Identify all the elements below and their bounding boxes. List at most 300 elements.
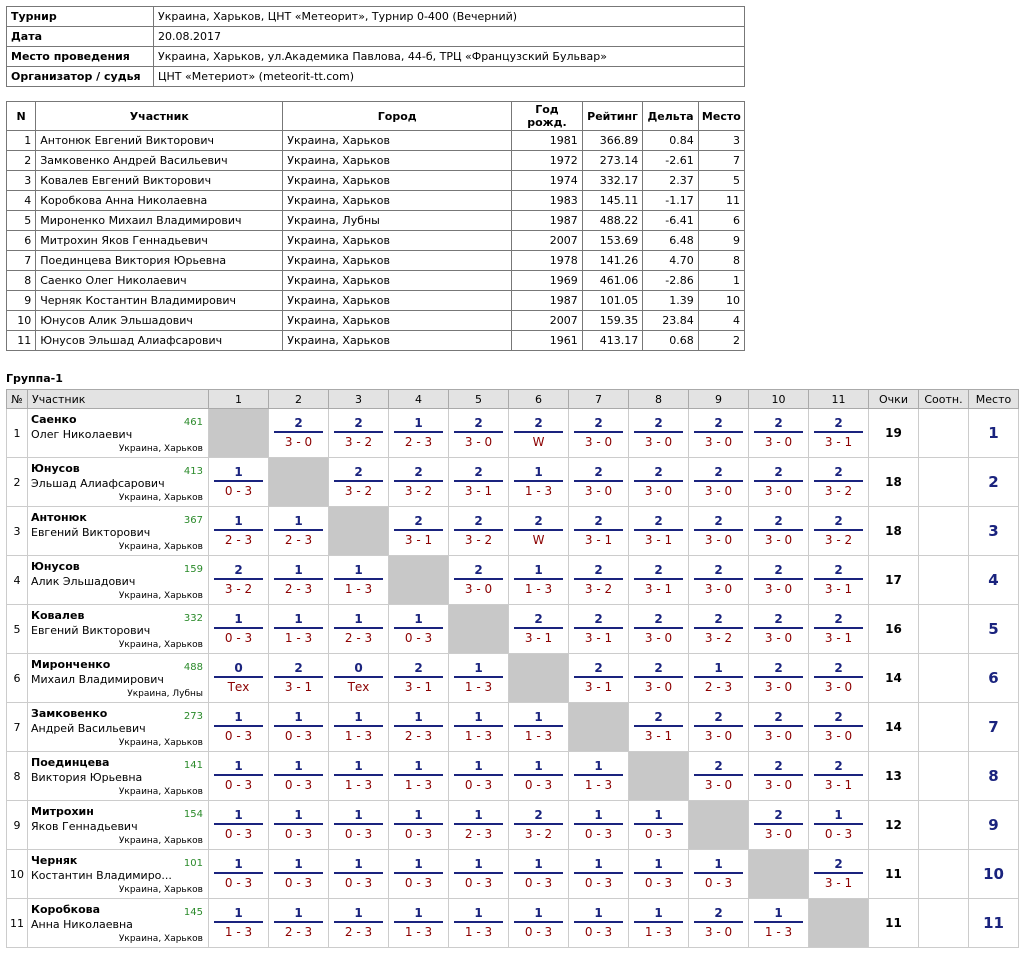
grid-header-ratio: Соотн. bbox=[919, 390, 969, 409]
match-score: 3 - 0 bbox=[704, 533, 733, 547]
player-city: Украина, Лубны bbox=[127, 689, 203, 699]
match-points: 2 bbox=[514, 611, 563, 629]
match-score: 3 - 1 bbox=[584, 533, 613, 547]
match-result-cell bbox=[629, 458, 689, 507]
match-points: 1 bbox=[214, 807, 263, 825]
match-result-cell bbox=[449, 850, 509, 899]
participant-name: Замковенко Андрей Васильевич bbox=[36, 151, 283, 171]
rating: 413.17 bbox=[582, 331, 643, 351]
match-points: 1 bbox=[694, 660, 743, 678]
match-result-cell bbox=[209, 605, 269, 654]
grid-header-opponent-11: 11 bbox=[809, 390, 869, 409]
rating: 273.14 bbox=[582, 151, 643, 171]
match-points: 2 bbox=[754, 660, 803, 678]
place: 9 bbox=[698, 231, 744, 251]
player-city: Украина, Харьков bbox=[118, 493, 203, 503]
match-score: 3 - 0 bbox=[644, 680, 673, 694]
grid-header-opponent-2: 2 bbox=[269, 390, 329, 409]
player-first-name: Виктория Юрьевна bbox=[31, 771, 143, 784]
match-points: 2 bbox=[574, 562, 623, 580]
participant-name: Юнусов Эльшад Алиафсарович bbox=[36, 331, 283, 351]
delta: 4.70 bbox=[643, 251, 698, 271]
participants-table bbox=[6, 101, 745, 351]
match-points: 2 bbox=[634, 660, 683, 678]
match-score: 2 - 3 bbox=[404, 729, 433, 743]
participant-city: Украина, Харьков bbox=[283, 291, 512, 311]
match-score: 1 - 3 bbox=[344, 582, 373, 596]
match-points: 1 bbox=[214, 758, 263, 776]
total-points: 18 bbox=[869, 458, 919, 507]
match-points: 2 bbox=[634, 562, 683, 580]
match-score: 2 - 3 bbox=[704, 680, 733, 694]
match-result-cell bbox=[269, 703, 329, 752]
match-points: 2 bbox=[514, 807, 563, 825]
match-score: 2 - 3 bbox=[344, 631, 373, 645]
match-result-cell bbox=[329, 654, 389, 703]
match-points: 1 bbox=[334, 807, 383, 825]
match-points: 2 bbox=[634, 415, 683, 433]
crosstable-row bbox=[7, 458, 1019, 507]
match-score: 0 - 3 bbox=[644, 827, 673, 841]
delta: -2.61 bbox=[643, 151, 698, 171]
match-score: W bbox=[532, 435, 545, 449]
match-result-cell bbox=[629, 703, 689, 752]
final-place: 3 bbox=[969, 507, 1019, 556]
match-result-cell bbox=[509, 409, 569, 458]
match-score: 3 - 2 bbox=[584, 582, 613, 596]
group-title: Группа-1 bbox=[6, 372, 63, 385]
birth-year: 2007 bbox=[512, 231, 583, 251]
total-points: 17 bbox=[869, 556, 919, 605]
final-place: 4 bbox=[969, 556, 1019, 605]
match-points: 1 bbox=[214, 709, 263, 727]
match-result-cell bbox=[329, 556, 389, 605]
match-points: 2 bbox=[814, 513, 863, 531]
match-result-cell bbox=[209, 899, 269, 948]
match-result-cell bbox=[509, 507, 569, 556]
match-score: 3 - 2 bbox=[224, 582, 253, 596]
participant-row bbox=[7, 251, 745, 271]
total-points: 16 bbox=[869, 605, 919, 654]
match-points: 1 bbox=[454, 905, 503, 923]
delta: 2.37 bbox=[643, 171, 698, 191]
match-score: 3 - 2 bbox=[464, 533, 493, 547]
match-points: 1 bbox=[274, 758, 323, 776]
delta: -2.86 bbox=[643, 271, 698, 291]
row-number: 5 bbox=[7, 211, 36, 231]
match-score: 0 - 3 bbox=[704, 876, 733, 890]
rating: 366.89 bbox=[582, 131, 643, 151]
match-score: 0 - 3 bbox=[224, 876, 253, 890]
birth-year: 1978 bbox=[512, 251, 583, 271]
player-city: Украина, Харьков bbox=[118, 885, 203, 895]
match-points: 2 bbox=[634, 464, 683, 482]
row-number: 2 bbox=[7, 151, 36, 171]
match-result-cell bbox=[689, 458, 749, 507]
delta: 0.84 bbox=[643, 131, 698, 151]
match-points: 1 bbox=[214, 856, 263, 874]
match-result-cell bbox=[209, 458, 269, 507]
delta: 6.48 bbox=[643, 231, 698, 251]
match-points: 1 bbox=[514, 709, 563, 727]
match-score: 0 - 3 bbox=[584, 876, 613, 890]
match-score: 3 - 2 bbox=[704, 631, 733, 645]
match-score: 3 - 0 bbox=[764, 729, 793, 743]
match-score: 1 - 3 bbox=[344, 729, 373, 743]
match-points: 2 bbox=[394, 513, 443, 531]
crosstable-row bbox=[7, 801, 1019, 850]
match-points: 2 bbox=[814, 660, 863, 678]
participant-name: Юнусов Алик Эльшадович bbox=[36, 311, 283, 331]
final-place: 11 bbox=[969, 899, 1019, 948]
player-last-name: Замковенко bbox=[31, 707, 108, 720]
participant-city: Украина, Харьков bbox=[283, 231, 512, 251]
participant-city: Украина, Харьков bbox=[283, 271, 512, 291]
match-result-cell bbox=[329, 801, 389, 850]
player-rating: 101 bbox=[183, 858, 203, 869]
match-points: 2 bbox=[334, 415, 383, 433]
birth-year: 1961 bbox=[512, 331, 583, 351]
match-score: 0 - 3 bbox=[524, 925, 553, 939]
match-points: 2 bbox=[274, 415, 323, 433]
info-value: Украина, Харьков, ЦНТ «Метеорит», Турнир 0-400 (Вечерний) bbox=[154, 7, 745, 27]
match-result-cell bbox=[509, 605, 569, 654]
match-score: 2 - 3 bbox=[464, 827, 493, 841]
match-points: 1 bbox=[274, 611, 323, 629]
row-number: 8 bbox=[7, 271, 36, 291]
match-score: 3 - 0 bbox=[764, 435, 793, 449]
match-result-cell bbox=[749, 703, 809, 752]
match-result-cell bbox=[389, 752, 449, 801]
match-score: 1 - 3 bbox=[464, 925, 493, 939]
player-rating: 413 bbox=[183, 466, 203, 477]
match-points: 2 bbox=[574, 415, 623, 433]
rating: 488.22 bbox=[582, 211, 643, 231]
match-score: 2 - 3 bbox=[224, 533, 253, 547]
final-place: 1 bbox=[969, 409, 1019, 458]
final-place: 10 bbox=[969, 850, 1019, 899]
match-score: 0 - 3 bbox=[284, 827, 313, 841]
match-points: 2 bbox=[754, 464, 803, 482]
player-rating: 488 bbox=[183, 662, 203, 673]
tournament-info-table bbox=[6, 6, 745, 87]
match-points: 2 bbox=[754, 611, 803, 629]
match-score: 3 - 0 bbox=[704, 925, 733, 939]
match-score: 3 - 0 bbox=[704, 484, 733, 498]
crosstable-row bbox=[7, 703, 1019, 752]
col-header-rating: Рейтинг bbox=[582, 102, 643, 131]
match-points: 2 bbox=[694, 513, 743, 531]
match-result-cell bbox=[809, 801, 869, 850]
row-number: 1 bbox=[7, 409, 28, 458]
match-result-cell bbox=[689, 409, 749, 458]
final-place: 2 bbox=[969, 458, 1019, 507]
place: 4 bbox=[698, 311, 744, 331]
match-points: 1 bbox=[574, 807, 623, 825]
player-last-name: Ковалев bbox=[31, 609, 85, 622]
match-points: 1 bbox=[394, 856, 443, 874]
match-points: 2 bbox=[694, 464, 743, 482]
match-result-cell bbox=[389, 458, 449, 507]
birth-year: 1981 bbox=[512, 131, 583, 151]
match-result-cell bbox=[269, 801, 329, 850]
participant-row bbox=[7, 171, 745, 191]
self-match-cell bbox=[749, 850, 809, 899]
match-result-cell bbox=[809, 507, 869, 556]
match-score: 0 - 3 bbox=[524, 778, 553, 792]
match-result-cell bbox=[269, 850, 329, 899]
match-points: 1 bbox=[634, 905, 683, 923]
match-points: 1 bbox=[814, 807, 863, 825]
match-result-cell bbox=[569, 654, 629, 703]
match-result-cell bbox=[269, 605, 329, 654]
grid-header-opponent-9: 9 bbox=[689, 390, 749, 409]
match-result-cell bbox=[629, 605, 689, 654]
match-score: 1 - 3 bbox=[524, 582, 553, 596]
match-score: 1 - 3 bbox=[224, 925, 253, 939]
match-points: 1 bbox=[514, 464, 563, 482]
match-points: 2 bbox=[694, 415, 743, 433]
match-score: 3 - 0 bbox=[704, 729, 733, 743]
player-last-name: Митрохин bbox=[31, 805, 94, 818]
match-score: 2 - 3 bbox=[344, 925, 373, 939]
row-number: 3 bbox=[7, 171, 36, 191]
match-points: 2 bbox=[694, 758, 743, 776]
player-cell bbox=[28, 458, 209, 507]
match-points: 1 bbox=[274, 513, 323, 531]
match-result-cell bbox=[509, 556, 569, 605]
match-points: 2 bbox=[454, 562, 503, 580]
match-result-cell bbox=[749, 605, 809, 654]
match-points: 1 bbox=[454, 807, 503, 825]
player-rating: 141 bbox=[183, 760, 203, 771]
match-score: 0 - 3 bbox=[344, 827, 373, 841]
player-city: Украина, Харьков bbox=[118, 444, 203, 454]
match-result-cell bbox=[809, 703, 869, 752]
match-result-cell bbox=[329, 458, 389, 507]
match-points: 1 bbox=[394, 758, 443, 776]
match-points: 1 bbox=[334, 709, 383, 727]
match-result-cell bbox=[209, 703, 269, 752]
match-points: 2 bbox=[694, 905, 743, 923]
match-result-cell bbox=[809, 654, 869, 703]
match-result-cell bbox=[749, 752, 809, 801]
info-row bbox=[7, 7, 745, 27]
match-result-cell bbox=[449, 556, 509, 605]
place: 2 bbox=[698, 331, 744, 351]
row-number: 9 bbox=[7, 801, 28, 850]
total-points: 13 bbox=[869, 752, 919, 801]
match-points: 1 bbox=[574, 856, 623, 874]
match-score: 0 - 3 bbox=[224, 827, 253, 841]
grid-header-participant: Участник bbox=[28, 390, 209, 409]
match-score: 0 - 3 bbox=[404, 876, 433, 890]
player-first-name: Евгений Викторович bbox=[31, 526, 151, 539]
match-score: 3 - 0 bbox=[824, 729, 853, 743]
match-result-cell bbox=[509, 752, 569, 801]
match-score: 1 - 3 bbox=[464, 729, 493, 743]
match-result-cell bbox=[569, 556, 629, 605]
row-number: 11 bbox=[7, 899, 28, 948]
match-result-cell bbox=[629, 654, 689, 703]
match-score: 3 - 1 bbox=[644, 729, 673, 743]
match-points: 2 bbox=[214, 562, 263, 580]
group-crosstable bbox=[6, 389, 1019, 948]
match-score: 3 - 0 bbox=[644, 631, 673, 645]
match-points: 1 bbox=[514, 758, 563, 776]
participant-name: Митрохин Яков Геннадьевич bbox=[36, 231, 283, 251]
birth-year: 2007 bbox=[512, 311, 583, 331]
col-header-n: N bbox=[7, 102, 36, 131]
match-points: 1 bbox=[394, 415, 443, 433]
participant-name: Мироненко Михаил Владимирович bbox=[36, 211, 283, 231]
info-label: Место проведения bbox=[7, 47, 154, 67]
player-last-name: Саенко bbox=[31, 413, 77, 426]
match-result-cell bbox=[689, 850, 749, 899]
crosstable-row bbox=[7, 654, 1019, 703]
match-result-cell bbox=[809, 458, 869, 507]
match-score: 3 - 0 bbox=[584, 435, 613, 449]
match-points: 1 bbox=[274, 905, 323, 923]
match-result-cell bbox=[689, 703, 749, 752]
player-rating: 367 bbox=[183, 515, 203, 526]
player-cell bbox=[28, 507, 209, 556]
grid-header-place: Место bbox=[969, 390, 1019, 409]
match-points: 2 bbox=[754, 562, 803, 580]
match-result-cell bbox=[209, 801, 269, 850]
grid-header-opponent-3: 3 bbox=[329, 390, 389, 409]
match-result-cell bbox=[749, 409, 809, 458]
match-score: 1 - 3 bbox=[404, 778, 433, 792]
final-place: 5 bbox=[969, 605, 1019, 654]
match-points: 1 bbox=[574, 758, 623, 776]
match-points: 1 bbox=[214, 611, 263, 629]
match-score: 3 - 0 bbox=[764, 631, 793, 645]
participant-city: Украина, Харьков bbox=[283, 251, 512, 271]
player-last-name: Юнусов bbox=[31, 462, 80, 475]
col-header-delta: Дельта bbox=[643, 102, 698, 131]
birth-year: 1983 bbox=[512, 191, 583, 211]
grid-header-opponent-7: 7 bbox=[569, 390, 629, 409]
row-number: 7 bbox=[7, 703, 28, 752]
match-result-cell bbox=[509, 801, 569, 850]
match-points: 2 bbox=[514, 513, 563, 531]
match-points: 0 bbox=[334, 660, 383, 678]
player-first-name: Евгений Викторович bbox=[31, 624, 151, 637]
self-match-cell bbox=[629, 752, 689, 801]
player-cell bbox=[28, 605, 209, 654]
match-points: 2 bbox=[754, 807, 803, 825]
match-score: 1 - 3 bbox=[404, 925, 433, 939]
match-result-cell bbox=[269, 409, 329, 458]
match-score: 3 - 1 bbox=[824, 631, 853, 645]
match-points: 2 bbox=[634, 611, 683, 629]
match-result-cell bbox=[569, 458, 629, 507]
self-match-cell bbox=[449, 605, 509, 654]
match-points: 1 bbox=[634, 807, 683, 825]
match-result-cell bbox=[449, 899, 509, 948]
total-points: 19 bbox=[869, 409, 919, 458]
match-result-cell bbox=[209, 654, 269, 703]
participant-name: Поединцева Виктория Юрьевна bbox=[36, 251, 283, 271]
match-result-cell bbox=[689, 556, 749, 605]
delta: 23.84 bbox=[643, 311, 698, 331]
rating: 159.35 bbox=[582, 311, 643, 331]
match-result-cell bbox=[449, 458, 509, 507]
col-header-birth-year: Год рожд. bbox=[512, 102, 583, 131]
match-points: 2 bbox=[454, 415, 503, 433]
match-points: 1 bbox=[454, 758, 503, 776]
match-result-cell bbox=[749, 458, 809, 507]
final-place: 9 bbox=[969, 801, 1019, 850]
self-match-cell bbox=[269, 458, 329, 507]
match-score: 3 - 0 bbox=[824, 680, 853, 694]
match-result-cell bbox=[689, 899, 749, 948]
match-result-cell bbox=[749, 654, 809, 703]
match-result-cell bbox=[269, 556, 329, 605]
match-score: 0 - 3 bbox=[284, 778, 313, 792]
birth-year: 1987 bbox=[512, 211, 583, 231]
match-points: 1 bbox=[754, 905, 803, 923]
match-score: Тех bbox=[227, 680, 250, 694]
match-result-cell bbox=[449, 409, 509, 458]
info-label: Дата bbox=[7, 27, 154, 47]
match-points: 2 bbox=[634, 513, 683, 531]
participant-city: Украина, Лубны bbox=[283, 211, 512, 231]
rating: 145.11 bbox=[582, 191, 643, 211]
match-score: 3 - 1 bbox=[824, 582, 853, 596]
match-points: 1 bbox=[334, 611, 383, 629]
total-points: 12 bbox=[869, 801, 919, 850]
player-city: Украина, Харьков bbox=[118, 836, 203, 846]
participant-row bbox=[7, 211, 745, 231]
row-number: 6 bbox=[7, 654, 28, 703]
player-city: Украина, Харьков bbox=[118, 640, 203, 650]
match-score: 0 - 3 bbox=[584, 925, 613, 939]
grid-header-opponent-4: 4 bbox=[389, 390, 449, 409]
row-number: 8 bbox=[7, 752, 28, 801]
match-score: 2 - 3 bbox=[284, 582, 313, 596]
player-cell bbox=[28, 556, 209, 605]
final-place: 8 bbox=[969, 752, 1019, 801]
match-result-cell bbox=[329, 703, 389, 752]
match-score: 1 - 3 bbox=[764, 925, 793, 939]
match-score: 3 - 1 bbox=[584, 631, 613, 645]
match-result-cell bbox=[749, 556, 809, 605]
participant-name: Черняк Костантин Владимирович bbox=[36, 291, 283, 311]
place: 7 bbox=[698, 151, 744, 171]
total-points: 11 bbox=[869, 899, 919, 948]
ratio-cell bbox=[919, 654, 969, 703]
player-cell bbox=[28, 801, 209, 850]
match-result-cell bbox=[329, 850, 389, 899]
match-points: 2 bbox=[514, 415, 563, 433]
ratio-cell bbox=[919, 458, 969, 507]
match-score: 1 - 3 bbox=[644, 925, 673, 939]
match-score: 3 - 1 bbox=[824, 876, 853, 890]
col-header-participant: Участник bbox=[36, 102, 283, 131]
player-last-name: Юнусов bbox=[31, 560, 80, 573]
row-number: 1 bbox=[7, 131, 36, 151]
player-last-name: Антонюк bbox=[31, 511, 87, 524]
match-result-cell bbox=[449, 507, 509, 556]
player-last-name: Поединцева bbox=[31, 756, 110, 769]
player-first-name: Андрей Васильевич bbox=[31, 722, 146, 735]
match-score: 3 - 0 bbox=[704, 778, 733, 792]
info-label: Организатор / судья bbox=[7, 67, 154, 87]
match-score: 3 - 0 bbox=[644, 484, 673, 498]
ratio-cell bbox=[919, 556, 969, 605]
